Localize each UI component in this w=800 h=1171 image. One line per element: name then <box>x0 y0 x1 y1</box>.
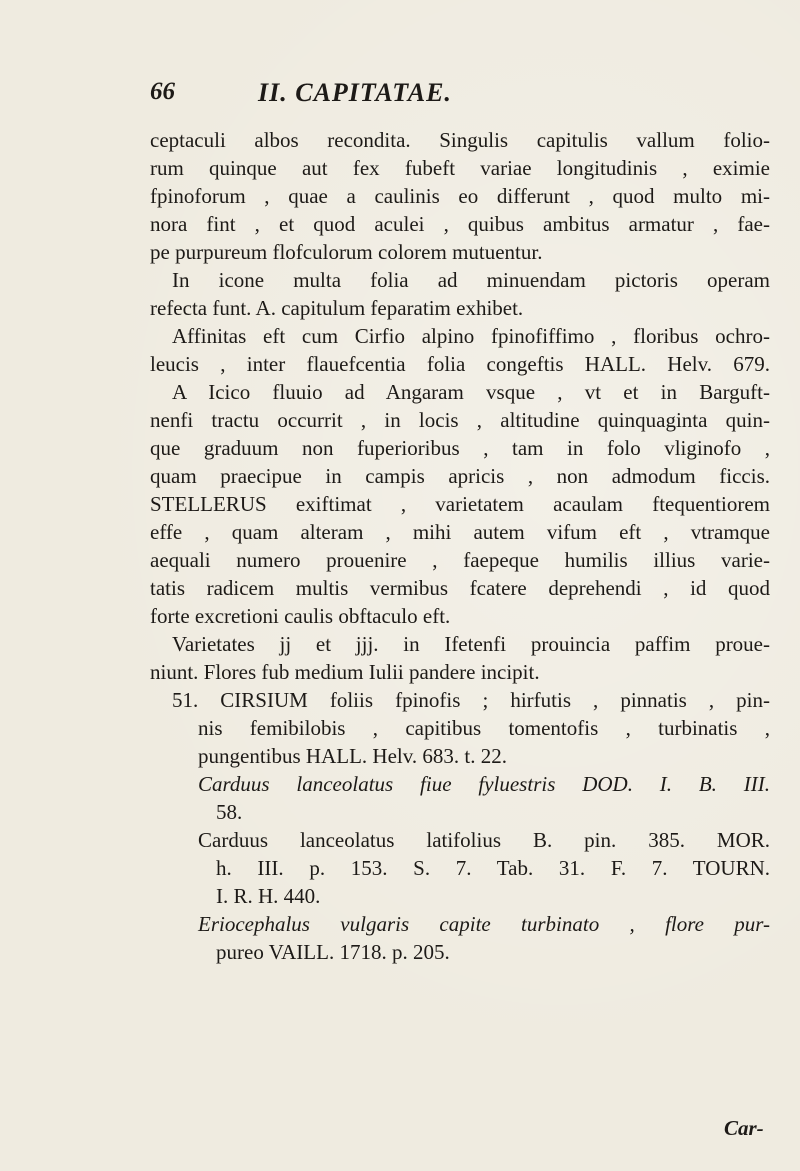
text-line: 51. CIRSIUM foliis fpinofis ; hirfutis , pinnatis , pin- <box>172 688 770 712</box>
text-line: pe purpureum flofculorum colorem mutuentur. <box>150 240 543 264</box>
text-line: I. R. H. 440. <box>216 884 321 908</box>
text-line: STELLERUS exiftimat , varietatem acaulam ftequentiorem <box>150 492 770 516</box>
text-line: Carduus lanceolatus latifolius B. pin. 385. MOR. <box>198 828 770 852</box>
text-line: pungentibus HALL. Helv. 683. t. 22. <box>198 744 507 768</box>
text-line: Eriocephalus vulgaris capite turbinato , flore pur- <box>198 912 770 936</box>
text-line: ceptaculi albos recondita. Singulis capitulis vallum folio- <box>150 128 770 152</box>
text-line: leucis , inter flauefcentia folia congeftis HALL. Helv. 679. <box>150 352 770 376</box>
text-line: A Icico fluuio ad Angaram vsque , vt et in Barguft- <box>172 380 770 404</box>
text-line: forte excretioni caulis obftaculo eft. <box>150 604 451 628</box>
text-line: fpinoforum , quae a caulinis eo differunt , quod multo mi- <box>150 184 770 208</box>
page-header <box>150 78 750 110</box>
text-line: rum quinque aut fex fubeft variae longitudinis , eximie <box>150 156 770 180</box>
text-line: quam praecipue in campis apricis , non admodum ficcis. <box>150 464 770 488</box>
text-line: nenfi tractu occurrit , in locis , altitudine quinquaginta quin- <box>150 408 770 432</box>
text-line: tatis radicem multis vermibus fcatere deprehendi , id quod <box>150 576 770 600</box>
catchword: Car- <box>724 1116 764 1140</box>
text-line: In icone multa folia ad minuendam pictoris operam <box>172 268 770 292</box>
text-line: refecta funt. A. capitulum feparatim exhibet. <box>150 296 524 320</box>
text-line: nora fint , et quod aculei , quibus ambitus armatur , fae- <box>150 212 770 236</box>
text-line: Carduus lanceolatus fiue fyluestris DOD. I. B. III. <box>198 772 770 796</box>
text-line: pureo VAILL. 1718. p. 205. <box>216 940 450 964</box>
text-line: effe , quam alteram , mihi autem vifum eft , vtramque <box>150 520 770 544</box>
text-line: que graduum non fuperioribus , tam in folo vliginofo , <box>150 436 770 460</box>
text-line: Affinitas eft cum Cirfio alpino fpinofiffimo , floribus ochro- <box>172 324 770 348</box>
text-line: Varietates jj et jjj. in Ifetenfi prouincia paffim proue- <box>172 632 770 656</box>
text-line: 58. <box>216 800 243 824</box>
text-line: aequali numero prouenire , faepeque humilis illius varie- <box>150 548 770 572</box>
page-number: 66 <box>150 78 175 105</box>
running-head: II. CAPITATAE. <box>258 78 452 107</box>
text-line: niunt. Flores fub medium Iulii pandere incipit. <box>150 660 540 684</box>
text-line: nis femibilobis , capitibus tomentofis , turbinatis , <box>198 716 770 740</box>
text-line: h. III. p. 153. S. 7. Tab. 31. F. 7. TOURN. <box>216 856 770 880</box>
